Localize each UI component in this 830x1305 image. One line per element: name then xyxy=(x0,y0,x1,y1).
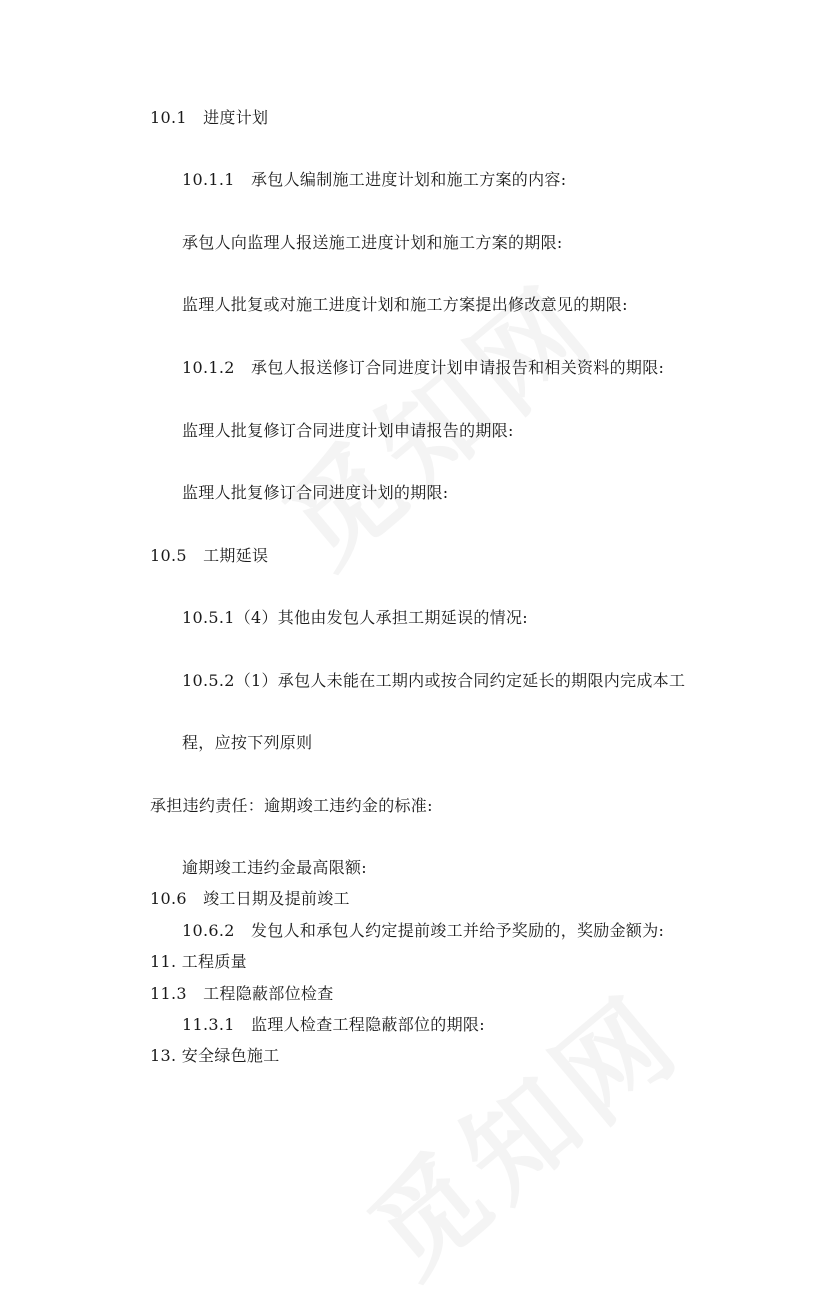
clause-line: 10.5.2（1）承包人未能在工期内或按合同约定延长的期限内完成本工 xyxy=(182,671,686,690)
section-heading: 10.6 竣工日期及提前竣工 xyxy=(150,889,350,908)
clause-line: 程，应按下列原则 xyxy=(182,733,313,752)
watermark-text-bottom xyxy=(331,953,708,1305)
clause-line: 10.5.1（4）其他由发包人承担工期延误的情况: xyxy=(182,608,528,627)
chapter-heading: 11. 工程质量 xyxy=(150,952,247,971)
section-heading: 11.3 工程隐蔽部位检查 xyxy=(150,984,334,1003)
section-heading: 10.1 进度计划 xyxy=(150,108,269,127)
clause-line: 监理人批复修订合同进度计划的期限: xyxy=(182,483,449,502)
clause-line: 承包人向监理人报送施工进度计划和施工方案的期限: xyxy=(182,233,563,252)
clause-line: 10.1.1 承包人编制施工进度计划和施工方案的内容: xyxy=(182,170,567,189)
chapter-heading: 13. 安全绿色施工 xyxy=(150,1046,280,1065)
clause-line: 10.6.2 发包人和承包人约定提前竣工并给予奖励的，奖励金额为: xyxy=(182,921,665,940)
clause-line: 逾期竣工违约金最高限额: xyxy=(182,858,367,877)
clause-line: 11.3.1 监理人检查工程隐蔽部位的期限: xyxy=(182,1015,485,1034)
clause-line: 10.1.2 承包人报送修订合同进度计划申请报告和相关资料的期限: xyxy=(182,358,665,377)
clause-line: 承担违约责任：逾期竣工违约金的标准: xyxy=(150,796,433,815)
clause-line: 监理人批复修订合同进度计划申请报告的期限: xyxy=(182,421,514,440)
clause-line: 监理人批复或对施工进度计划和施工方案提出修改意见的期限: xyxy=(182,295,628,314)
section-heading: 10.5 工期延误 xyxy=(150,546,269,565)
